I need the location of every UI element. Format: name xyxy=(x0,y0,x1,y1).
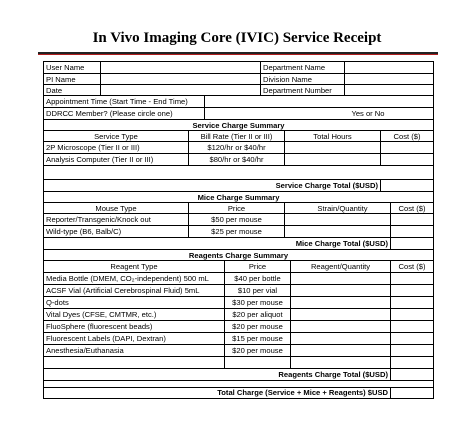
reagent-quantity-field[interactable] xyxy=(290,297,390,308)
reagent-type: Anesthesia/Euthanasia xyxy=(46,346,124,355)
strain-quantity-field[interactable] xyxy=(284,214,390,225)
reagent-type-header: Reagent Type xyxy=(110,262,158,271)
reagents-column-headers xyxy=(44,261,433,273)
division-name-label: Division Name xyxy=(260,74,344,84)
mice-row-1 xyxy=(44,214,433,226)
division-name-field[interactable] xyxy=(344,74,433,84)
bill-rate: $120/hr or $40/hr xyxy=(188,142,284,153)
user-name-field[interactable] xyxy=(100,62,260,73)
reagent-type: Q-dots xyxy=(46,298,69,307)
reagents-total-field[interactable] xyxy=(390,369,433,380)
mouse-type-header: Mouse Type xyxy=(95,204,137,213)
mouse-price: $50 per mouse xyxy=(188,214,284,225)
title-rule-accent xyxy=(38,54,438,55)
reagent-price: $15 per mouse xyxy=(224,333,290,344)
ddrcc-member-label: DDRCC Member? (Please circle one) xyxy=(46,109,173,118)
mice-column-headers xyxy=(44,203,433,214)
appointment-time-label: Appointment Time (Start Time - End Time) xyxy=(46,97,188,106)
reagent-cost-field[interactable] xyxy=(390,357,433,368)
bill-rate-header: Bill Rate (Tier II or III) xyxy=(188,131,284,141)
grand-total-field[interactable] xyxy=(390,388,433,398)
reagent-quantity-field[interactable] xyxy=(290,285,390,296)
reagents-total-label: Reagents Charge Total ($USD) xyxy=(278,370,388,379)
strain-quantity-header: Strain/Quantity xyxy=(284,203,390,213)
department-number-field[interactable] xyxy=(344,85,433,95)
reagent-row-blank xyxy=(44,357,433,369)
mice-total-field[interactable] xyxy=(390,238,433,249)
strain-quantity-field[interactable] xyxy=(284,226,390,237)
department-name-field[interactable] xyxy=(344,62,433,73)
reagent-cost-header: Cost ($) xyxy=(390,261,433,272)
reagent-row xyxy=(44,345,433,357)
total-hours-header: Total Hours xyxy=(284,131,380,141)
service-type: Analysis Computer (Tier II or III) xyxy=(46,155,154,164)
reagent-price[interactable] xyxy=(224,357,290,368)
total-hours-field[interactable] xyxy=(284,142,380,153)
mice-total-row xyxy=(44,238,433,250)
mice-row-2 xyxy=(44,226,433,238)
pi-name-label: PI Name xyxy=(46,75,76,84)
reagent-type: Vital Dyes (CFSE, CMTMR, etc.) xyxy=(46,310,157,319)
total-hours-field[interactable] xyxy=(284,154,380,165)
reagent-quantity-field[interactable] xyxy=(290,321,390,332)
pi-name-field[interactable] xyxy=(100,74,260,84)
info-row-5 xyxy=(44,108,433,120)
department-number-label: Department Number xyxy=(260,85,344,95)
reagents-total-row xyxy=(44,369,433,381)
mouse-type: Reporter/Transgenic/Knock out xyxy=(46,215,151,224)
reagent-cost-field[interactable] xyxy=(390,333,433,344)
service-total-row xyxy=(44,180,433,192)
reagent-type: Fluorescent Labels (DAPI, Dextran) xyxy=(46,334,166,343)
reagent-quantity-field[interactable] xyxy=(290,333,390,344)
service-summary-header: Service Charge Summary xyxy=(44,120,433,131)
reagent-row xyxy=(44,285,433,297)
appointment-time-field[interactable] xyxy=(204,96,433,107)
date-label: Date xyxy=(46,86,63,95)
reagent-quantity-header: Reagent/Quantity xyxy=(290,261,390,272)
service-cost-header: Cost ($) xyxy=(380,131,433,141)
mice-cost-field[interactable] xyxy=(390,226,433,237)
receipt-form xyxy=(43,61,434,399)
reagent-price: $20 per mouse xyxy=(224,345,290,356)
mice-cost-header: Cost ($) xyxy=(390,203,433,213)
department-name-label: Department Name xyxy=(260,62,344,73)
reagent-type[interactable] xyxy=(44,357,224,368)
reagent-row xyxy=(44,273,433,285)
service-column-headers xyxy=(44,131,433,142)
reagent-price: $10 per vial xyxy=(224,285,290,296)
info-row-3 xyxy=(44,85,433,96)
reagent-price: $20 per aliquot xyxy=(224,309,290,320)
reagent-price-header: Price xyxy=(224,261,290,272)
reagent-row xyxy=(44,333,433,345)
reagent-cost-field[interactable] xyxy=(390,309,433,320)
service-row-1 xyxy=(44,142,433,154)
grand-total-spacer-row xyxy=(44,381,433,388)
grand-total-row xyxy=(44,388,433,398)
service-spacer-row xyxy=(44,166,433,180)
mouse-type: Wild-type (B6, Balb/C) xyxy=(46,227,122,236)
reagent-type: Media Bottle (DMEM, CO₂-independent) 500 mL xyxy=(46,274,209,283)
reagent-type: ACSF Vial (Artificial Cerebrospinal Fluid) 5mL xyxy=(46,286,200,295)
bill-rate: $80/hr or $40/hr xyxy=(188,154,284,165)
reagent-row xyxy=(44,321,433,333)
info-row-2 xyxy=(44,74,433,85)
service-row-2 xyxy=(44,154,433,166)
service-total-label: Service Charge Total ($USD) xyxy=(275,181,378,190)
reagent-quantity-field[interactable] xyxy=(290,309,390,320)
service-total-field[interactable] xyxy=(380,180,433,191)
info-row-1 xyxy=(44,62,433,74)
mouse-price-header: Price xyxy=(188,203,284,213)
mice-summary-header: Mice Charge Summary xyxy=(44,192,433,203)
reagent-cost-field[interactable] xyxy=(390,297,433,308)
receipt-title: In Vivo Imaging Core (IVIC) Service Receipt xyxy=(92,30,382,46)
service-type-header: Service Type xyxy=(94,132,138,141)
service-cost-field[interactable] xyxy=(380,154,433,165)
reagents-summary-header: Reagents Charge Summary xyxy=(44,250,433,261)
reagent-type: FluoSphere (fluorescent beads) xyxy=(46,322,153,331)
reagent-price: $30 per mouse xyxy=(224,297,290,308)
reagent-price: $40 per bottle xyxy=(224,273,290,284)
info-row-4 xyxy=(44,96,433,108)
service-type: 2P Microscope (Tier II or III) xyxy=(46,143,140,152)
ddrcc-yes-no-choice[interactable]: Yes or No xyxy=(204,108,433,119)
grand-total-label: Total Charge (Service + Mice + Reagents) $USD xyxy=(217,388,388,397)
mice-cost-field[interactable] xyxy=(390,214,433,225)
reagent-price: $20 per mouse xyxy=(224,321,290,332)
reagent-cost-field[interactable] xyxy=(390,321,433,332)
date-field[interactable] xyxy=(100,85,260,95)
reagent-row xyxy=(44,309,433,321)
service-cost-field[interactable] xyxy=(380,142,433,153)
mouse-price: $25 per mouse xyxy=(188,226,284,237)
user-name-label: User Name xyxy=(46,63,85,72)
reagent-row xyxy=(44,297,433,309)
mice-total-label: Mice Charge Total ($USD) xyxy=(295,239,388,248)
reagent-cost-field[interactable] xyxy=(390,345,433,356)
reagent-cost-field[interactable] xyxy=(390,285,433,296)
reagent-quantity-field[interactable] xyxy=(290,345,390,356)
reagent-quantity-field[interactable] xyxy=(290,357,390,368)
reagent-quantity-field[interactable] xyxy=(290,273,390,284)
reagent-cost-field[interactable] xyxy=(390,273,433,284)
